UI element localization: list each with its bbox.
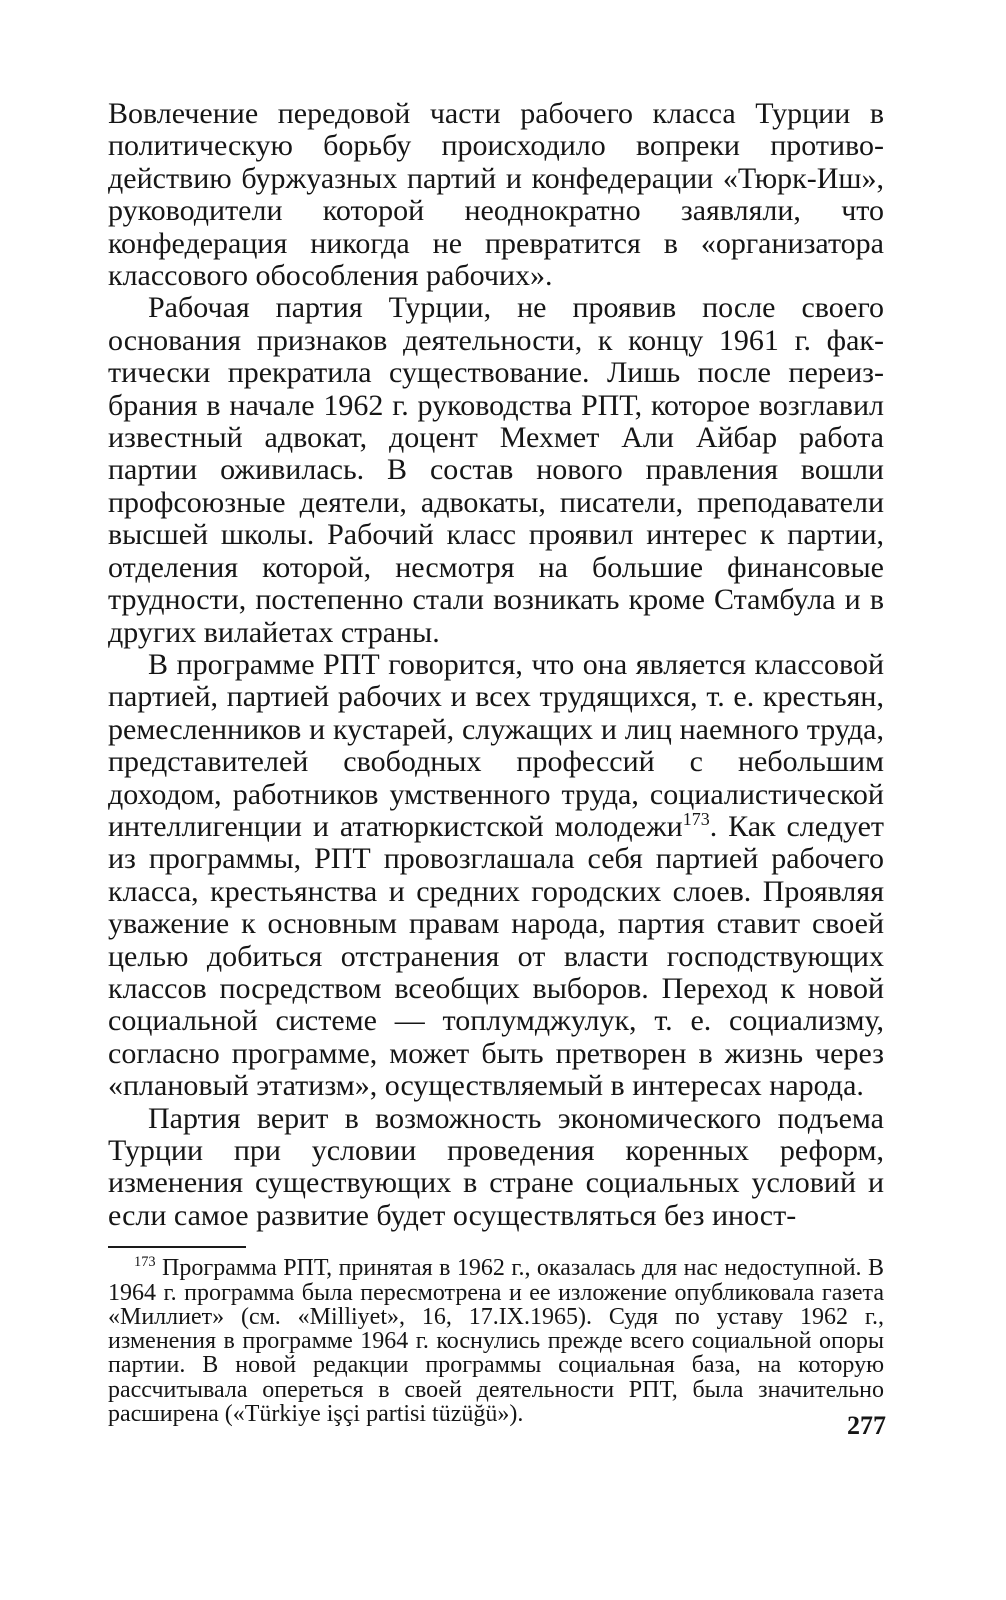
paragraph-2: Рабочая партия Турции, не проявив после своего основания признаков деятельности, к концу 1961 г. фактически прекратила существование. Лишь после переизбрания в начале 1962 г. руководства РПТ, которое возглавил известный адвокат, доцент Мехмет Али Айбар работа партии оживилась. В состав нового правления вошли профсоюзные деятели, адвокаты, писатели, преподаватели высшей школы. Рабочий класс проявил интерес к партии, отделения которой, несмотря на большие финансовые трудности, постепенно стали возникать кроме Стамбула и в других вилайетах страны. <box>108 291 884 649</box>
paragraph-4: Партия верит в возможность экономического подъема Турции при условии проведения коренных реформ, изменения существующих в стране социальных условий и если самое развитие будет осуществляться без иност- <box>108 1101 884 1232</box>
footnote-number: 173 <box>134 1254 156 1271</box>
footnote-divider <box>108 1246 246 1248</box>
paragraph-3-text: В программе РПТ говорится, что она является классовой партией, партией рабочих и всех трудящихся, т. е. крестьян, ремесленников и кустарей, служащих и лиц наемного труда, представителей свободных профессий с небольшим доходом, работников умственного труда, социалистической интеллигенции и ататюркистской молодежи <box>108 647 884 843</box>
footnote-173 <box>108 1256 884 1426</box>
page-number: 277 <box>847 1411 886 1440</box>
paragraph-1: Вовлечение передовой части рабочего класса Турции в политическую борьбу происходило вопреки противодействию буржуазных партий и конфедерации «Тюрк-Иш», руководители которой неоднократно заявляли, что конфедерация никогда не превратится в «организатора классового обособления рабочих». <box>108 97 884 293</box>
footnote-ref-173[interactable]: 173 <box>682 808 710 829</box>
paragraph-3-continuation: . Как следует из программы, РПТ провозглашала себя партией рабочего класса, крестьянства и средних городских слоев. Проявляя уважение к основным правам народа, партия ставит своей целью добиться отстранения от власти господствующих классов посредством всеобщих выборов. Переход к новой социальной системе — топлумджулук, т. е. социализму, согласно программе, может быть претворен в жизнь через «плановый этатизм», осуществляемый в интересах народа. <box>108 809 884 1103</box>
paragraph-3 <box>108 649 884 1103</box>
footnote-text: Программа РПТ, принятая в 1962 г., оказалась для нас недоступной. В 1964 г. программа была пересмотрена и ее изложение опубликовала газета «Миллиет» (см. «Milliyet», 16, 17.IX.1965). Судя по уставу 1962 г., изменения в программе 1964 г. коснулись прежде всего социальной опоры партии. В новой редакции программы социальная база, на которую рассчитывала опереться в своей деятельности РПТ, была значительно расширена («Türkiye işçi partisi tüzüğü»). <box>108 1255 884 1427</box>
page-text <box>108 98 884 1426</box>
